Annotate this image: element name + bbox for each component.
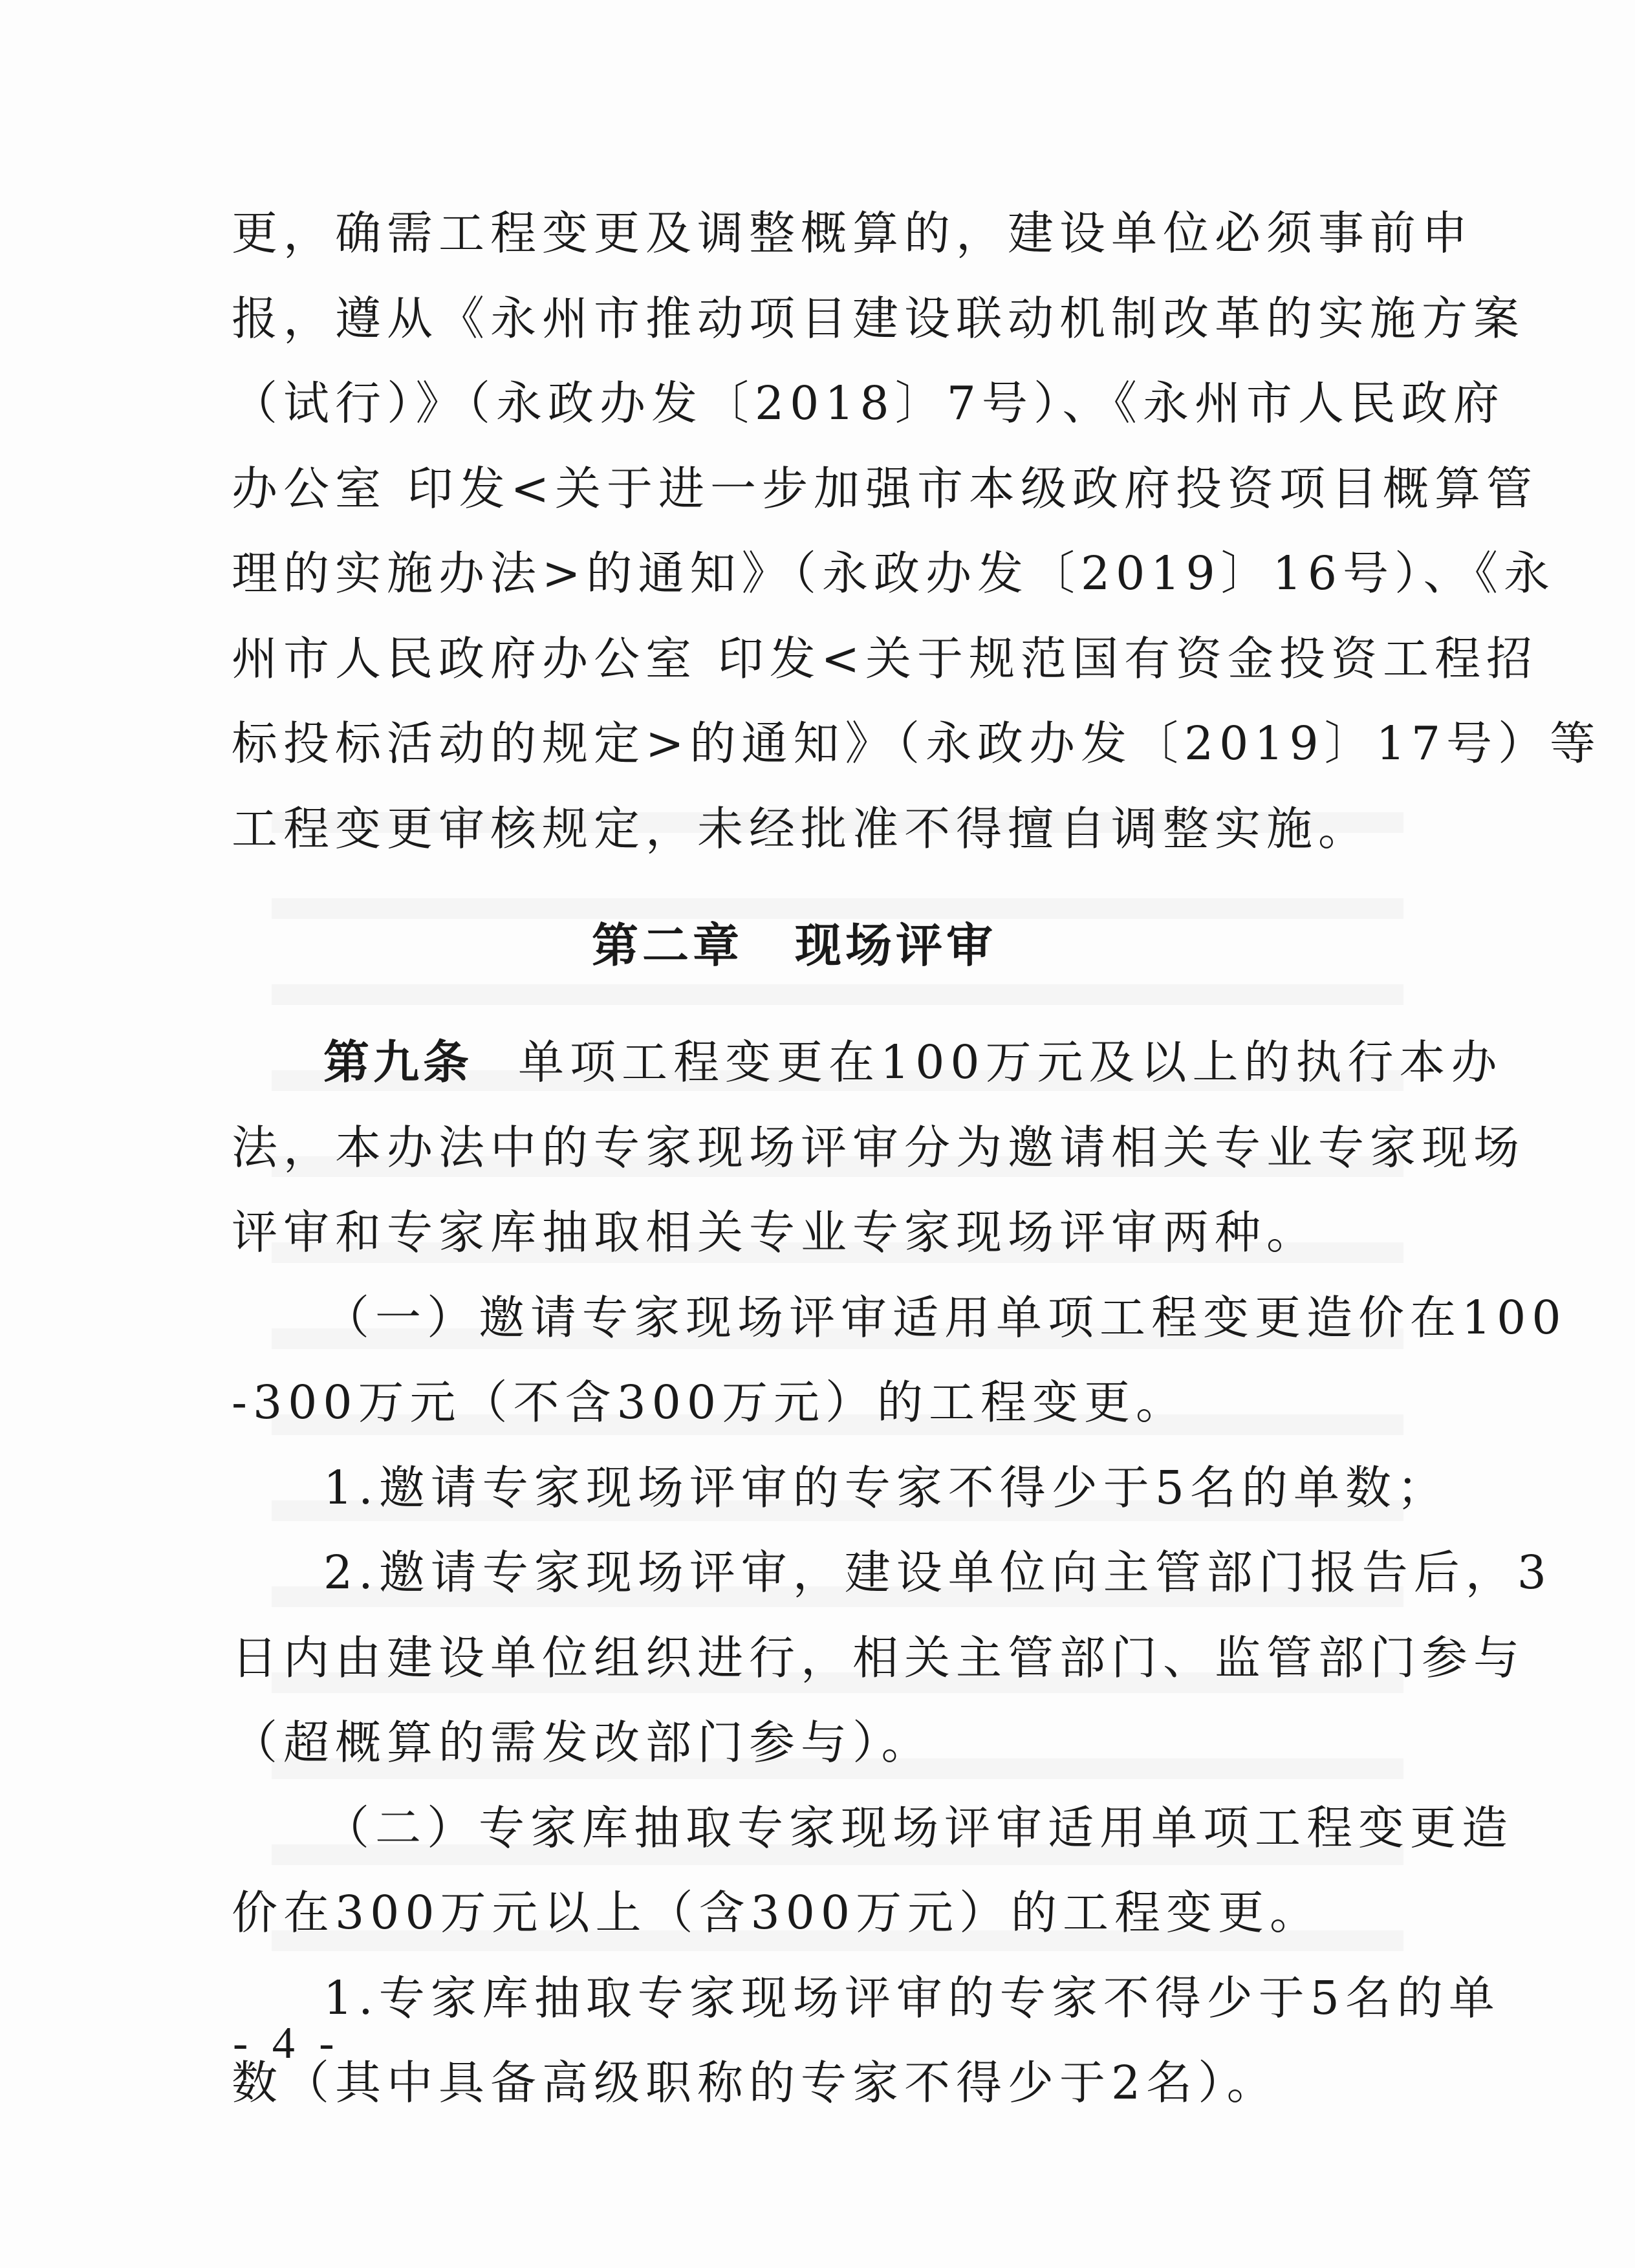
- chapter-number: 第二章: [591, 918, 743, 973]
- document-body: [232, 191, 1602, 2126]
- article-label: 第九条: [323, 1035, 473, 1089]
- paragraph-line: 理的实施办法>的通知》（永政办发〔2019〕16号）、《永: [232, 546, 1556, 600]
- paragraph-line: 法，本办法中的专家现场评审分为邀请相关专业专家现场: [232, 1120, 1526, 1174]
- list-item: 2.邀请专家现场评审，建设单位向主管部门报告后，3: [323, 1546, 1552, 1599]
- paragraph-line: （试行）》（永政办发〔2018〕7号）、《永州市人民政府: [232, 376, 1505, 430]
- paragraph-line: -300万元（不含300万元）的工程变更。: [232, 1376, 1188, 1429]
- paragraph-line: 州市人民政府办公室 印发<关于规范国有资金投资工程招: [232, 631, 1539, 686]
- paragraph-line: 数（其中具备高级职称的专家不得少于2名）。: [232, 2056, 1279, 2110]
- paragraph-line: 价在300万元以上（含300万元）的工程变更。: [232, 1886, 1322, 1939]
- article-text: 单项工程变更在100万元及以上的执行本办: [518, 1035, 1503, 1089]
- chapter-title: 现场评审: [795, 918, 997, 973]
- paragraph-line: （超概算的需发改部门参与）。: [232, 1716, 933, 1769]
- paragraph-line: 更，确需工程变更及调整概算的，建设单位必须事前申: [232, 206, 1474, 260]
- paragraph-line: 工程变更审核规定，未经批准不得擅自调整实施。: [232, 801, 1370, 856]
- list-item: 1.邀请专家现场评审的专家不得少于5名的单数；: [323, 1460, 1449, 1515]
- paragraph-line: 报，遵从《永州市推动项目建设联动机制改革的实施方案: [232, 291, 1526, 345]
- article-nine-line: [232, 1020, 1503, 1105]
- chapter-heading: [232, 884, 1357, 1007]
- paragraph-line: 评审和专家库抽取相关专业专家现场评审两种。: [232, 1205, 1319, 1259]
- section-two-heading: （二）专家库抽取专家现场评审适用单项工程变更造: [323, 1800, 1514, 1855]
- page-number: - 4 -: [233, 2018, 341, 2068]
- paragraph-line: 标投标活动的规定>的通知》（永政办发〔2019〕17号）等: [232, 717, 1602, 770]
- paragraph-line: 日内由建设单位组织进行，相关主管部门、监管部门参与: [232, 1630, 1526, 1685]
- paragraph-line: 办公室 印发<关于进一步加强市本级政府投资项目概算管: [232, 461, 1539, 515]
- section-one-heading: （一）邀请专家现场评审适用单项工程变更造价在100: [323, 1290, 1567, 1345]
- list-item: 1.专家库抽取专家现场评审的专家不得少于5名的单: [323, 1971, 1500, 2025]
